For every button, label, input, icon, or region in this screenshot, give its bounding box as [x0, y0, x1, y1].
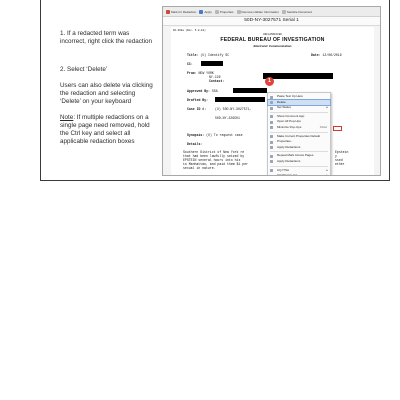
- apply-icon: [270, 146, 273, 149]
- note-label: Note: [60, 114, 74, 121]
- tutorial-slide: [40, 0, 390, 181]
- redaction-mark-icon: [166, 10, 170, 14]
- menu-item-make-default[interactable]: Make Current Properties Default: [268, 134, 330, 140]
- classification-header: UNCLASSIFIED: [263, 33, 282, 36]
- document-page: [171, 27, 374, 176]
- minimize-icon: [270, 126, 273, 129]
- step-2-detail: Users can also delete via clicking the redaction and selecting ‘Delete’ on your keyboard: [60, 82, 153, 105]
- menu-item-minimize-popups[interactable]: Minimize Pop-Ups Ctrl+I: [268, 125, 330, 131]
- details-line: that had been lawfully seized by: [183, 154, 245, 158]
- menu-item-delete[interactable]: Delete: [268, 100, 330, 106]
- menu-item-cq-itsa[interactable]: CQ ITSA ▸: [268, 168, 330, 174]
- menu-separator: [270, 112, 328, 113]
- remove-hidden-icon: [237, 10, 241, 14]
- form-id: FD-302a (Rev. 5-8-10): [173, 29, 206, 32]
- details-line: sexual in nature.: [183, 166, 216, 170]
- menu-item-set-status[interactable]: Set Status ▸: [268, 105, 330, 111]
- redaction-box[interactable]: [233, 88, 267, 93]
- pdf-viewer-window: [162, 6, 381, 176]
- contact-label: Contact:: [209, 79, 225, 83]
- from-line-2: NY-C26: [209, 75, 221, 79]
- chevron-right-icon: ▸: [326, 173, 328, 176]
- synopsis-label: Synopsis:: [187, 133, 205, 137]
- delete-icon: [270, 101, 273, 104]
- menu-shortcut: Ctrl+I: [319, 124, 327, 129]
- toolbar-mark-for-redaction[interactable]: Mark for Redaction: [166, 10, 196, 14]
- cc-label: CC:: [187, 62, 193, 66]
- menu-separator: [270, 151, 328, 152]
- approved-label: Approved By:: [187, 89, 210, 93]
- note-paragraph: [60, 114, 153, 146]
- approved-value: SSA: [211, 89, 218, 93]
- code-icon: [270, 175, 273, 176]
- from-value: NEW YORK: [198, 71, 214, 75]
- drafted-label: Drafted By:: [187, 98, 209, 102]
- details-label: Details:: [187, 142, 203, 146]
- details-line: EPSTEIN several hours into his: [183, 158, 241, 162]
- redaction-box[interactable]: [201, 61, 223, 66]
- menu-item-apply-redactions-2[interactable]: Apply Redactions: [268, 159, 330, 165]
- toolbar-properties[interactable]: Properties: [215, 10, 234, 14]
- comment-icon: [270, 115, 273, 118]
- menu-separator: [270, 132, 328, 133]
- apply-icon: [270, 160, 273, 163]
- case-value-1: (U) 50D-NY-3027571,: [215, 107, 252, 111]
- menu-item-cq-privacy[interactable]: CQ Privacy Ad ▸: [268, 173, 330, 176]
- status-icon: [270, 107, 273, 110]
- step-1-badge: 1: [265, 77, 274, 86]
- details-body: [183, 150, 248, 170]
- selected-redaction-outline[interactable]: [333, 126, 342, 131]
- default-icon: [270, 135, 273, 138]
- toolbar-sanitize[interactable]: Sanitize Document: [282, 10, 312, 14]
- toolbar-apply[interactable]: Apply: [199, 10, 212, 14]
- date-label: Date:: [311, 53, 321, 57]
- redaction-toolbar: [163, 7, 380, 17]
- menu-item-apply-redactions[interactable]: Apply Redactions: [268, 145, 330, 151]
- properties-icon: [215, 10, 219, 14]
- step-2-text: 2. Select ‘Delete’: [60, 66, 108, 73]
- note-text: : If multiple redactions on a single page need removed, hold the Ctrl key and select all applicable redaction boxes: [60, 114, 150, 145]
- menu-item-repeat-mark[interactable]: Repeat Mark Across Pages: [268, 153, 330, 159]
- menu-item-show-comment[interactable]: Show Comment App: [268, 114, 330, 120]
- date-value: 12/06/2019: [322, 53, 342, 57]
- menu-item-paste-text[interactable]: Paste Text Up Here: [268, 94, 330, 100]
- title-value: (U) Identify SC: [200, 53, 230, 57]
- title-label: Title:: [187, 53, 199, 57]
- sanitize-icon: [282, 10, 286, 14]
- from-label: From:: [187, 71, 197, 75]
- repeat-icon: [270, 155, 273, 158]
- menu-separator: [270, 166, 328, 167]
- instructions-panel: [60, 30, 153, 146]
- synopsis-value: (U) To request case: [206, 133, 243, 137]
- context-menu: [267, 92, 331, 176]
- agency-heading: FEDERAL BUREAU OF INVESTIGATION: [220, 37, 325, 43]
- step-1-text: 1. If a redacted term was incorrect, right click the redaction: [60, 30, 153, 45]
- case-label: Case ID #:: [187, 107, 207, 111]
- paste-icon: [270, 96, 273, 99]
- properties-icon: [270, 141, 273, 144]
- document-subtitle: Electronic Communication: [253, 44, 292, 48]
- menu-item-properties[interactable]: Properties...: [268, 139, 330, 145]
- details-line: Southern District of New York re: [183, 150, 245, 154]
- details-right-column: Epstein y ssed ether: [335, 150, 349, 166]
- chevron-right-icon: ▸: [326, 167, 328, 172]
- redaction-box[interactable]: [215, 97, 265, 102]
- chevron-right-icon: ▸: [326, 105, 328, 110]
- popup-icon: [270, 121, 273, 124]
- apply-icon: [199, 10, 203, 14]
- case-value-2: 50D-NY-229501: [215, 116, 240, 120]
- document-tab[interactable]: 50D-NY-3027571 Serial 1: [163, 17, 380, 26]
- redaction-box[interactable]: [263, 73, 333, 79]
- code-icon: [270, 169, 273, 172]
- toolbar-remove-hidden[interactable]: Remove Hidden Information: [237, 10, 279, 14]
- details-line: to Manhattan, and paid them $1 per: [183, 162, 249, 166]
- menu-item-open-popups[interactable]: Open All Pop-Ups: [268, 119, 330, 125]
